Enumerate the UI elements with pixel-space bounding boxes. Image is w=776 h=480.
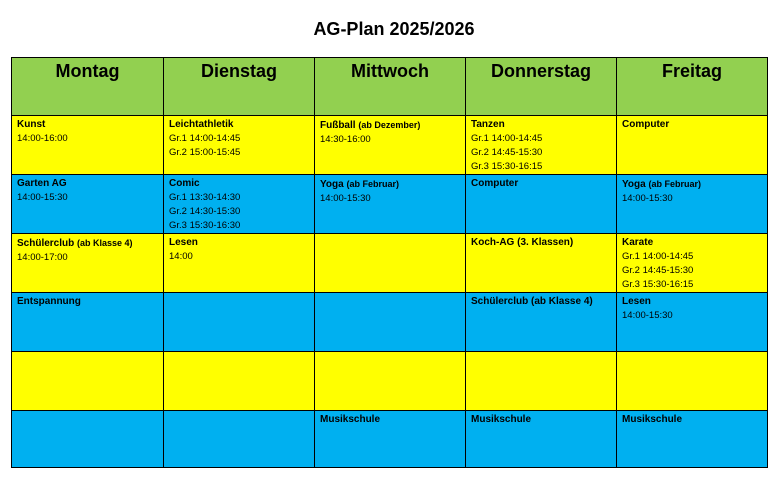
time-slot: 14:30-16:00 bbox=[320, 134, 371, 145]
activity-title: Computer bbox=[471, 178, 519, 189]
activity-name bbox=[17, 177, 163, 191]
activity-title: Karate bbox=[622, 237, 654, 248]
activity-name bbox=[320, 413, 465, 427]
day-header-row bbox=[12, 58, 768, 116]
day-header-mittwoch: Mittwoch bbox=[315, 58, 466, 116]
time-slot: Gr.2 15:00-15:45 bbox=[169, 147, 241, 158]
activity-title: Musikschule bbox=[622, 414, 683, 425]
activity-note: (ab Februar) bbox=[346, 179, 400, 189]
schedule-row bbox=[12, 352, 768, 411]
activity-name bbox=[320, 177, 465, 192]
time-slot: Gr.2 14:30-15:30 bbox=[169, 206, 241, 217]
activity-name bbox=[471, 295, 616, 309]
activity-title: Musikschule bbox=[471, 414, 532, 425]
activity-cell-freitag bbox=[617, 293, 768, 352]
schedule-row bbox=[12, 116, 768, 175]
activity-cell-montag bbox=[12, 234, 164, 293]
time-slot: Gr.1 14:00-14:45 bbox=[471, 133, 543, 144]
activity-cell-donnerstag bbox=[466, 175, 617, 234]
time-slot: 14:00-15:30 bbox=[17, 192, 68, 203]
activity-cell-dienstag bbox=[164, 116, 315, 175]
activity-title: Yoga bbox=[320, 179, 344, 190]
time-slot: Gr.3 15:30-16:15 bbox=[622, 279, 694, 290]
time-slot: Gr.2 14:45-15:30 bbox=[471, 147, 543, 158]
activity-cell-freitag bbox=[617, 116, 768, 175]
activity-cell-donnerstag bbox=[466, 293, 617, 352]
activity-cell-montag bbox=[12, 352, 164, 411]
page-title: AG-Plan 2025/2026 bbox=[313, 19, 475, 39]
schedule-table bbox=[11, 57, 768, 468]
time-slot: Gr.2 14:45-15:30 bbox=[622, 265, 694, 276]
activity-name bbox=[622, 295, 767, 309]
activity-name bbox=[17, 236, 163, 251]
activity-name bbox=[320, 118, 465, 133]
activity-note: (ab Klasse 4) bbox=[77, 238, 133, 248]
activity-cell-mittwoch bbox=[315, 175, 466, 234]
time-slot: Gr.3 15:30-16:15 bbox=[471, 161, 543, 172]
activity-title: Yoga bbox=[622, 179, 646, 190]
activity-cell-dienstag bbox=[164, 293, 315, 352]
activity-cell-dienstag bbox=[164, 352, 315, 411]
activity-cell-freitag bbox=[617, 234, 768, 293]
schedule-row bbox=[12, 175, 768, 234]
time-slot: 14:00 bbox=[169, 251, 193, 262]
activity-title: Koch-AG (3. Klassen) bbox=[471, 237, 574, 248]
activity-cell-mittwoch bbox=[315, 293, 466, 352]
day-header-freitag: Freitag bbox=[617, 58, 768, 116]
activity-name bbox=[471, 413, 616, 427]
activity-cell-dienstag bbox=[164, 411, 315, 468]
activity-title: Musikschule bbox=[320, 414, 381, 425]
activity-cell-donnerstag bbox=[466, 411, 617, 468]
time-slot: 14:00-17:00 bbox=[17, 252, 68, 263]
activity-title: Leichtathletik bbox=[169, 119, 234, 130]
activity-title: Schülerclub bbox=[17, 238, 75, 249]
time-slot: 14:00-15:30 bbox=[622, 193, 673, 204]
activity-name bbox=[471, 236, 616, 250]
activity-cell-montag bbox=[12, 293, 164, 352]
activity-cell-mittwoch bbox=[315, 411, 466, 468]
activity-note: (ab Dezember) bbox=[358, 120, 421, 130]
activity-cell-freitag bbox=[617, 352, 768, 411]
schedule-row bbox=[12, 234, 768, 293]
time-slot: Gr.1 14:00-14:45 bbox=[169, 133, 241, 144]
activity-cell-donnerstag bbox=[466, 234, 617, 293]
activity-title: Kunst bbox=[17, 119, 46, 130]
activity-title: Lesen bbox=[622, 296, 651, 307]
activity-title: Comic bbox=[169, 178, 200, 189]
time-slot: Gr.3 15:30-16:30 bbox=[169, 220, 241, 231]
activity-cell-dienstag bbox=[164, 175, 315, 234]
activity-cell-donnerstag bbox=[466, 352, 617, 411]
activity-cell-freitag bbox=[617, 175, 768, 234]
activity-cell-montag bbox=[12, 116, 164, 175]
activity-name bbox=[471, 177, 616, 191]
activity-name bbox=[169, 118, 314, 132]
activity-name bbox=[622, 413, 767, 427]
activity-name bbox=[622, 236, 767, 250]
activity-cell-donnerstag bbox=[466, 116, 617, 175]
activity-title: Computer bbox=[622, 119, 670, 130]
time-slot: Gr.1 13:30-14:30 bbox=[169, 192, 241, 203]
activity-title: Lesen bbox=[169, 237, 198, 248]
time-slot: 14:00-15:30 bbox=[320, 193, 371, 204]
activity-cell-mittwoch bbox=[315, 116, 466, 175]
activity-title: Tanzen bbox=[471, 119, 505, 130]
activity-title: Garten AG bbox=[17, 178, 67, 189]
day-header-dienstag: Dienstag bbox=[164, 58, 315, 116]
day-header-donnerstag: Donnerstag bbox=[466, 58, 617, 116]
time-slot: 14:00-16:00 bbox=[17, 133, 68, 144]
activity-name bbox=[17, 295, 163, 309]
activity-note: (ab Februar) bbox=[648, 179, 702, 189]
time-slot: Gr.1 14:00-14:45 bbox=[622, 251, 694, 262]
activity-name bbox=[169, 236, 314, 250]
activity-name bbox=[622, 118, 767, 132]
activity-title: Schülerclub (ab Klasse 4) bbox=[471, 296, 593, 307]
day-header-montag: Montag bbox=[12, 58, 164, 116]
activity-cell-freitag bbox=[617, 411, 768, 468]
activity-cell-montag bbox=[12, 411, 164, 468]
schedule-row bbox=[12, 293, 768, 352]
activity-cell-mittwoch bbox=[315, 352, 466, 411]
activity-name bbox=[169, 177, 314, 191]
activity-name bbox=[471, 118, 616, 132]
activity-cell-dienstag bbox=[164, 234, 315, 293]
time-slot: 14:00-15:30 bbox=[622, 310, 673, 321]
activity-name bbox=[17, 118, 163, 132]
activity-cell-montag bbox=[12, 175, 164, 234]
activity-name bbox=[622, 177, 767, 192]
activity-title: Entspannung bbox=[17, 296, 81, 307]
activity-title: Fußball bbox=[320, 120, 356, 131]
schedule-row bbox=[12, 411, 768, 468]
activity-cell-mittwoch bbox=[315, 234, 466, 293]
